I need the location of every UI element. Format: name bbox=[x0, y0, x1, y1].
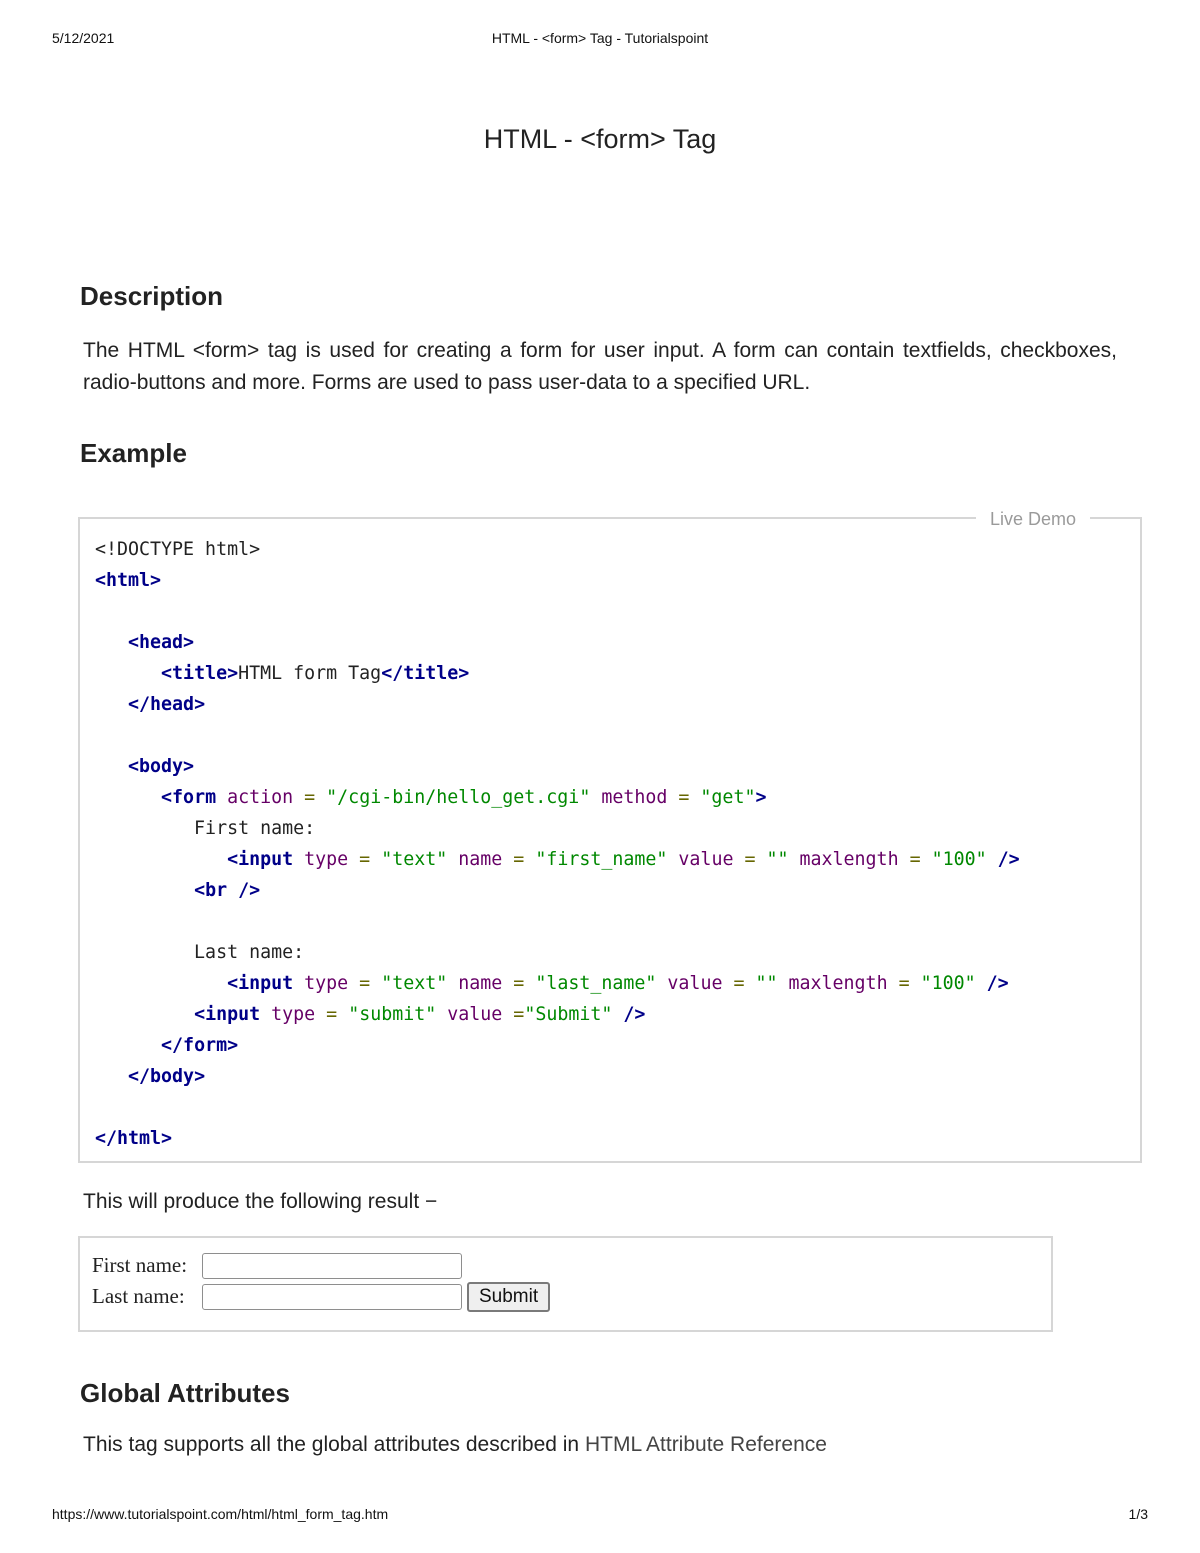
description-heading: Description bbox=[80, 281, 224, 311]
result-demo-box bbox=[78, 1236, 1053, 1332]
description-text: The HTML <form> tag is used for creating a form for user input. A form can contain textfields, checkboxes, radio-buttons and more. Forms are used to pass user-data to a specified URL. bbox=[83, 339, 1117, 394]
last-name-input[interactable] bbox=[202, 1284, 462, 1310]
code-line: <head> bbox=[128, 632, 195, 653]
first-name-label: First name: bbox=[92, 1253, 188, 1277]
last-name-label: Last name: bbox=[92, 1284, 185, 1308]
code-line: <form action = "/cgi-bin/hello_get.cgi" method = "get"> bbox=[161, 787, 767, 808]
attribute-reference-link[interactable]: HTML Attribute Reference bbox=[584, 1433, 827, 1456]
code-line: <!DOCTYPE html> bbox=[95, 539, 261, 560]
code-line: </head> bbox=[128, 694, 206, 715]
global-attributes-text bbox=[83, 1433, 827, 1457]
code-line: </form> bbox=[161, 1035, 239, 1056]
page-title: HTML - <form> Tag bbox=[483, 124, 717, 154]
code-line: <input type = "text" name = "last_name" value = "" maxlength = "100" /> bbox=[227, 973, 1009, 994]
code-line: <body> bbox=[128, 756, 195, 777]
example-heading: Example bbox=[80, 438, 187, 468]
code-line: <html> bbox=[95, 570, 162, 591]
print-url: https://www.tutorialspoint.com/html/html_form_tag.htm bbox=[52, 1506, 389, 1522]
code-line: <title>HTML form Tag</title> bbox=[161, 663, 470, 684]
code-line: <br /> bbox=[194, 880, 261, 901]
first-name-row bbox=[92, 1250, 550, 1281]
print-date: 5/12/2021 bbox=[52, 30, 115, 46]
code-block bbox=[95, 534, 1020, 1154]
first-name-input[interactable] bbox=[202, 1253, 462, 1279]
global-attributes-prefix: This tag supports all the global attributes described in bbox=[83, 1433, 585, 1456]
result-intro: This will produce the following result − bbox=[83, 1190, 438, 1213]
code-line: <input type = "text" name = "first_name" value = "" maxlength = "100" /> bbox=[227, 849, 1020, 870]
code-line: Last name: bbox=[95, 942, 305, 963]
code-line: First name: bbox=[95, 818, 316, 839]
print-page-title: HTML - <form> Tag - Tutorialspoint bbox=[491, 30, 709, 46]
demo-form bbox=[92, 1250, 550, 1312]
global-attributes-heading: Global Attributes bbox=[80, 1378, 290, 1408]
code-line: <input type = "submit" value ="Submit" /> bbox=[194, 1004, 646, 1025]
print-page-number: 1/3 bbox=[1128, 1506, 1148, 1522]
print-footer bbox=[52, 1506, 1148, 1522]
live-demo-link[interactable]: Live Demo bbox=[976, 509, 1090, 530]
submit-button[interactable]: Submit bbox=[467, 1282, 550, 1312]
code-example-box bbox=[78, 509, 1142, 1163]
print-header bbox=[52, 30, 1148, 46]
code-line: </body> bbox=[128, 1066, 206, 1087]
last-name-row bbox=[92, 1281, 550, 1312]
code-line: </html> bbox=[95, 1128, 173, 1149]
